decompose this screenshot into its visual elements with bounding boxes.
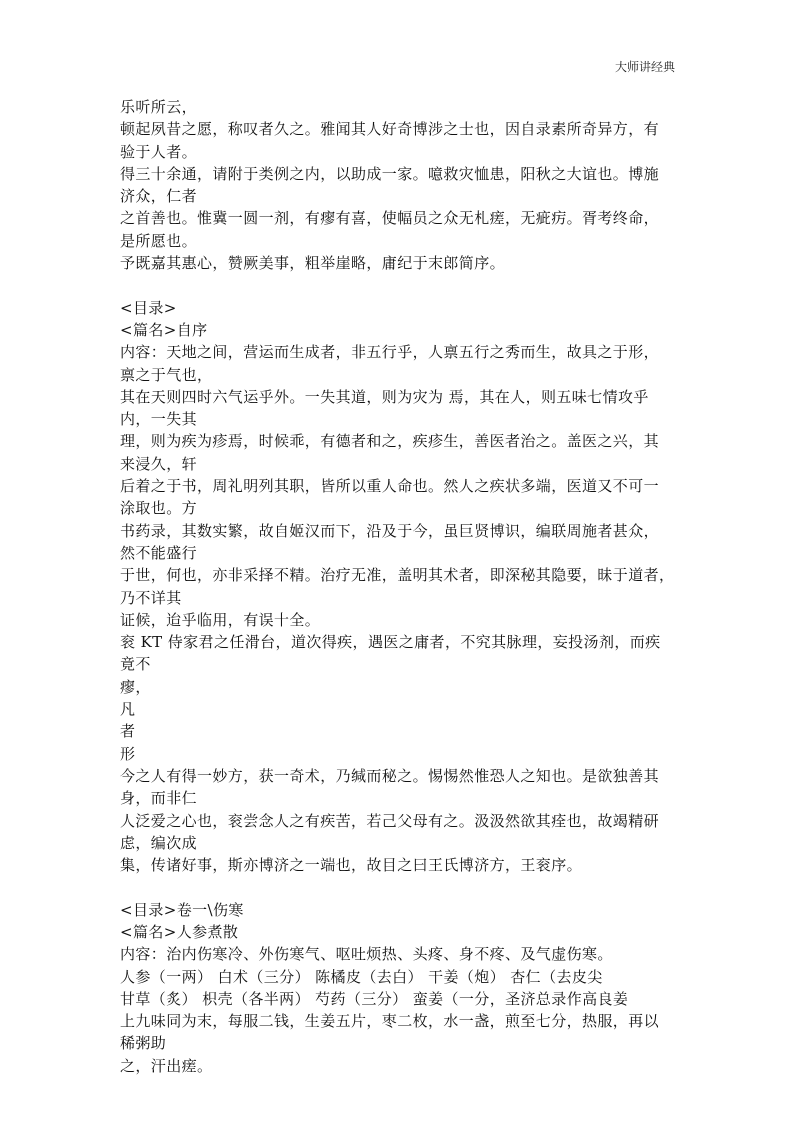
document-body [120, 96, 680, 1077]
text-line: 内容：治内伤寒冷、外伤寒气、呕吐烦热、头疼、身不疼、及气虚伤寒。 [120, 945, 613, 964]
text-line: 者 [120, 722, 136, 741]
ingredient-line: 人参（一两） 白术（三分） 陈橘皮（去白） 干姜（炮） 杏仁（去皮尖 [120, 967, 603, 986]
text-line: 衮 KT 侍家君之任滑台，道次得疾，遇医之庸者，不究其脉理，妄投汤剂，而疾 [120, 633, 661, 652]
section-heading: <目录>卷一\伤寒 [120, 900, 244, 919]
text-line: 予既嘉其惠心，赞厥美事，粗举崖略，庸纪于末郎简序。 [120, 254, 506, 273]
text-line: 乐听所云， [120, 98, 198, 116]
text-line: 形 [120, 744, 136, 763]
text-line: 集，传诸好事，斯亦博济之一端也，故目之曰王氏博济方，王衮序。 [120, 856, 583, 875]
text-line: 乃不详其 [120, 588, 182, 607]
text-line: 内，一失其 [120, 410, 198, 429]
text-line: 是所愿也。 [120, 231, 198, 250]
text-line: 然不能盛行 [120, 543, 198, 562]
text-line: 上九味同为末，每服二钱，生姜五片，枣二枚，水一盏，煎至七分，热服，再以 [120, 1012, 660, 1031]
text-line: 其在天则四时六气运乎外。一失其道，则为灾为 焉，其在人，则五味七情攻乎 [120, 387, 649, 406]
text-line: 禀之于气也， [120, 365, 213, 384]
chapter-title: <篇名>自序 [120, 320, 208, 339]
text-line: 后着之于书，周礼明列其职，皆所以重人命也。然人之疾状多端，医道又不可一 [120, 477, 660, 496]
blank-line [120, 274, 680, 296]
text-line: 之首善也。惟冀一圆一剂，有瘳有喜，使幅员之众无札瘥，无疵疠。胥考终命， [120, 209, 660, 228]
text-line: 证候，迨乎临用，有误十全。 [120, 610, 321, 629]
text-line: 顿起夙昔之愿，称叹者久之。雅闻其人好奇博涉之士也，因自录素所奇异方，有 [120, 120, 660, 139]
text-line: 理，则为疾为疹焉，时候乖，有德者和之，疾疹生，善医者治之。盖医之兴，其 [120, 432, 660, 451]
text-line: 竟不 [120, 655, 151, 674]
text-line: 身，而非仁 [120, 789, 198, 808]
text-line: 今之人有得一妙方，获一奇术，乃缄而秘之。惕惕然惟恐人之知也。是欲独善其 [120, 766, 660, 785]
text-line: 于世，何也，亦非采择不精。治疗无准，盖明其术者，即深秘其隐要，昧于道者， [120, 566, 675, 585]
page-header: 大师讲经典 [614, 60, 675, 74]
text-line: 之，汗出瘥。 [120, 1056, 213, 1075]
text-line: 来浸久，轩 [120, 454, 198, 473]
blank-line [120, 876, 680, 898]
section-heading: <目录> [120, 298, 177, 317]
text-line: 济众，仁者 [120, 187, 198, 206]
text-line: 书药录，其数实繁，故自姬汉而下，沿及于今，虽巨贤博识，编联周施者甚众， [120, 521, 660, 540]
text-line: 瘳， [120, 677, 151, 696]
text-line: 人泛爱之心也，衮尝念人之有疾苦，若己父母有之。汲汲然欲其痊也，故竭精研 [120, 811, 660, 830]
text-line: 稀粥助 [120, 1034, 167, 1053]
chapter-title: <篇名>人参煮散 [120, 922, 239, 941]
text-line: 涂取也。方 [120, 499, 198, 518]
text-line: 凡 [120, 700, 136, 719]
text-line: 虑，编次成 [120, 833, 198, 852]
text-line: 验于人者。 [120, 142, 198, 161]
text-line: 得三十余通，请附于类例之内，以助成一家。噫救灾恤患，阳秋之大谊也。博施 [120, 164, 660, 183]
ingredient-line: 甘草（炙） 枳壳（各半两） 芍药（三分） 蛮姜（一分，圣济总录作高良姜 [120, 989, 629, 1008]
text-line: 内容：天地之间，营运而生成者，非五行乎，人禀五行之秀而生，故具之于形， [120, 343, 660, 362]
